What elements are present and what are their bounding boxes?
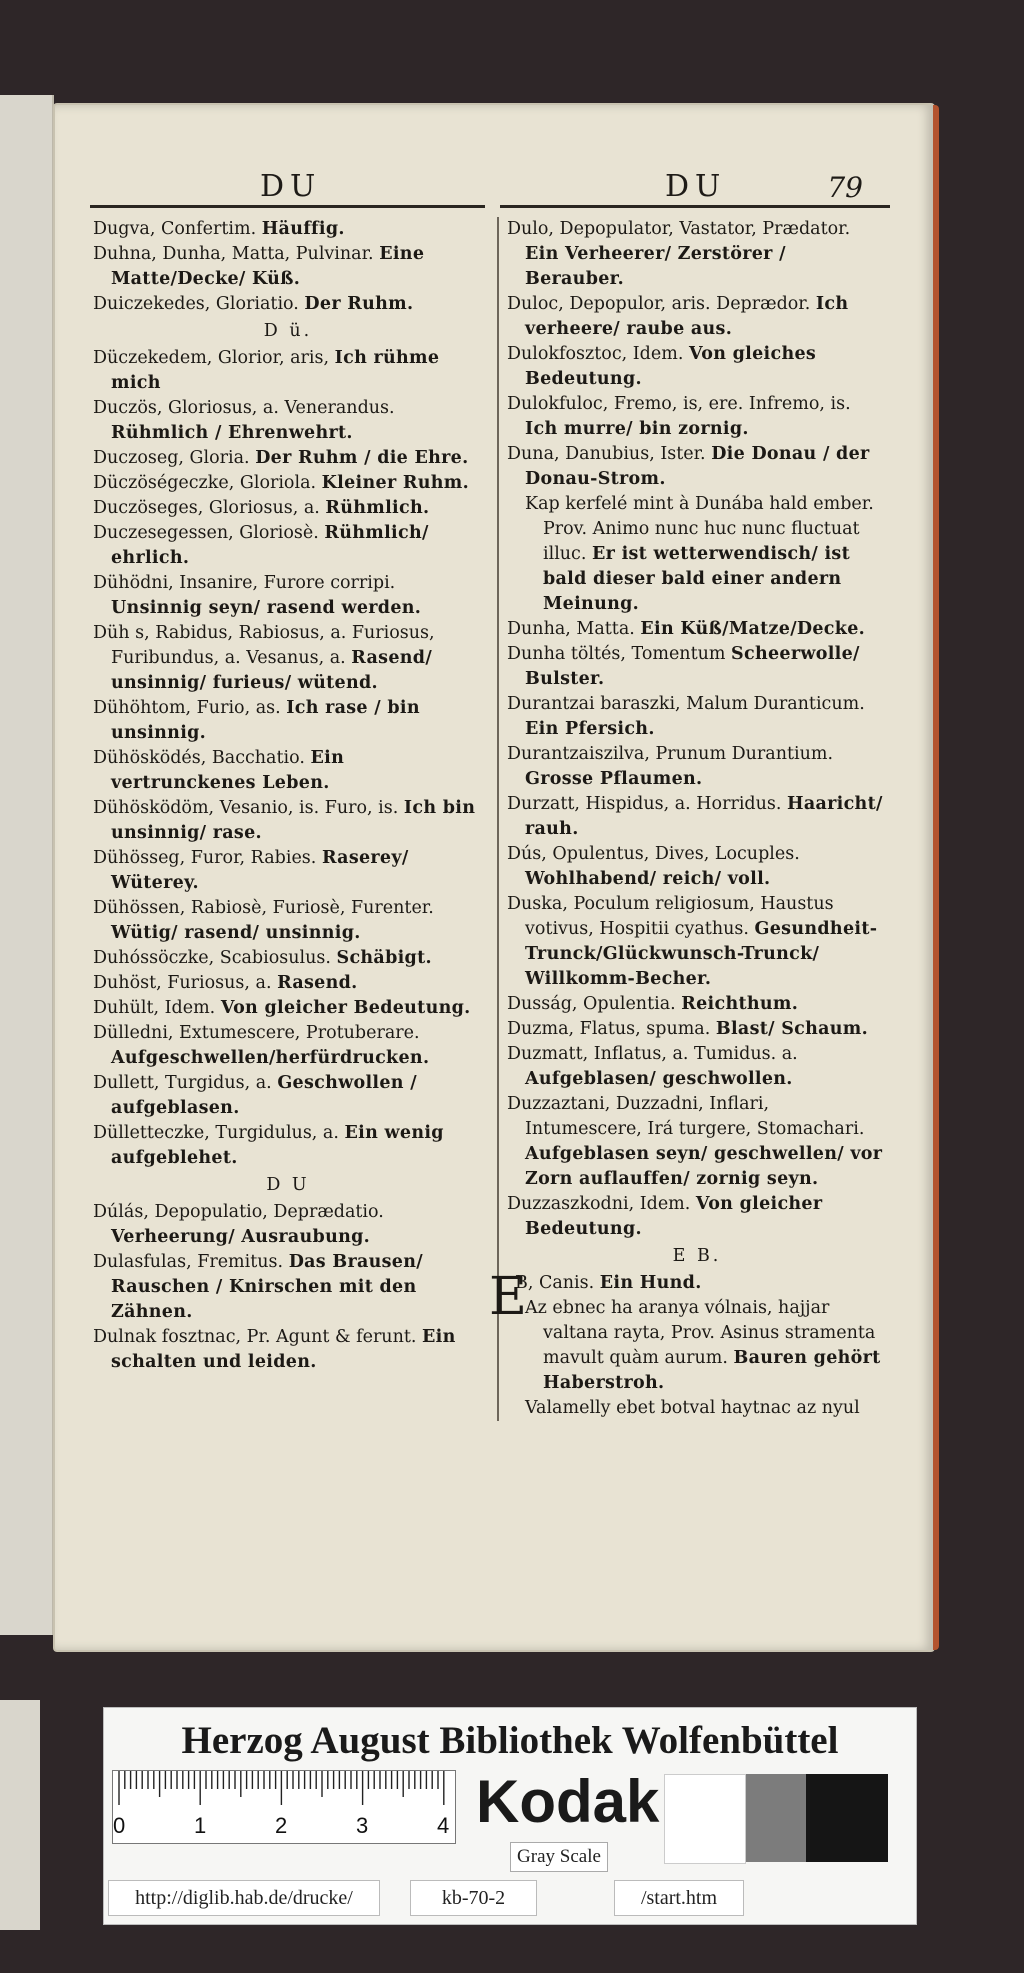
entry-german: Geschwollen / aufgeblasen. bbox=[111, 1073, 417, 1118]
entry-latin: Düczöségeczke, Gloriola. bbox=[93, 473, 317, 493]
previous-page-tab bbox=[0, 1700, 40, 1930]
entry-latin: Dunha töltés, Tomentum bbox=[507, 644, 726, 664]
section-heading: D U bbox=[266, 1175, 310, 1195]
entry-german: Ein vertrunckenes Leben. bbox=[111, 748, 345, 793]
entry-german: Scheerwolle/ Bulster. bbox=[525, 644, 860, 689]
dictionary-entry bbox=[93, 396, 483, 446]
dictionary-entry bbox=[93, 1325, 483, 1375]
entry-german: Haaricht/ rauh. bbox=[525, 794, 883, 839]
dictionary-entry bbox=[93, 696, 483, 746]
dictionary-entry bbox=[93, 746, 483, 796]
entry-german: Eine Matte/Decke/ Küß. bbox=[111, 244, 425, 289]
entry-german: Wohlhabend/ reich/ voll. bbox=[525, 869, 771, 889]
dictionary-entry bbox=[93, 1071, 483, 1121]
entry-german: Grosse Pflaumen. bbox=[525, 769, 703, 789]
entry-latin: Durzatt, Hispidus, a. Horridus. bbox=[507, 794, 782, 814]
library-title: Herzog August Bibliothek Wolfenbüttel bbox=[181, 1719, 839, 1762]
entry-latin: Duiczekedes, Gloriatio. bbox=[93, 294, 299, 314]
entry-latin: Düczekedem, Glorior, aris, bbox=[93, 348, 330, 368]
entry-latin: Duhóssöczke, Scabiosulus. bbox=[93, 948, 331, 968]
entry-latin: Duhöst, Furiosus, a. bbox=[93, 973, 272, 993]
entry-german: Unsinnig seyn/ rasend werden. bbox=[111, 598, 422, 618]
gray-scale-label: Gray Scale bbox=[510, 1842, 608, 1872]
entry-german: Bauren gehört Haberstroh. bbox=[543, 1348, 881, 1393]
entry-german: Gesundheit-Trunck/Glückwunsch-Trunck/ Willkomm-Becher. bbox=[525, 919, 878, 989]
dictionary-entry bbox=[507, 1396, 887, 1421]
entry-latin: Dusság, Opulentia. bbox=[507, 994, 676, 1014]
dictionary-entry bbox=[93, 621, 483, 696]
dictionary-entry bbox=[507, 642, 887, 692]
entry-latin: Dülletteczke, Turgidulus, a. bbox=[93, 1123, 339, 1143]
entry-german: Ein schalten und leiden. bbox=[111, 1327, 456, 1372]
entry-latin: Duna, Danubius, Ister. bbox=[507, 444, 706, 464]
entry-german: Ich rühme mich bbox=[111, 348, 440, 393]
drop-cap: E bbox=[489, 1267, 527, 1327]
entry-latin: Dullett, Turgidus, a. bbox=[93, 1073, 272, 1093]
entry-german: Wütig/ rasend/ unsinnig. bbox=[111, 923, 361, 943]
entry-latin: Duczoseg, Gloria. bbox=[93, 448, 250, 468]
header-rule-right bbox=[500, 205, 890, 208]
dictionary-entry bbox=[93, 242, 483, 292]
dictionary-entry bbox=[93, 496, 483, 521]
dictionary-entry bbox=[507, 217, 887, 292]
entry-latin: Dulo, Depopulator, Vastator, Prædator. bbox=[507, 219, 851, 239]
entry-latin: Duhna, Dunha, Matta, Pulvinar. bbox=[93, 244, 374, 264]
dictionary-entry bbox=[93, 1121, 483, 1171]
left-column bbox=[93, 217, 483, 1375]
kodak-logo: Kodak bbox=[476, 1768, 660, 1835]
ruler-number: 4 bbox=[437, 1813, 450, 1838]
header-rule-left bbox=[90, 205, 485, 208]
dictionary-entry bbox=[93, 471, 483, 496]
dictionary-entry bbox=[507, 1092, 887, 1192]
dictionary-entry bbox=[507, 842, 887, 892]
dictionary-entry bbox=[93, 946, 483, 971]
entry-latin: Dugva, Confertim. bbox=[93, 219, 257, 239]
entry-latin: Dühösködés, Bacchatio. bbox=[93, 748, 305, 768]
entry-german: Ein Küß/Matze/Decke. bbox=[640, 619, 866, 639]
ruler-ticks bbox=[113, 1771, 455, 1807]
running-head-right: DU bbox=[665, 169, 727, 204]
entry-german: Ich bin unsinnig/ rase. bbox=[111, 798, 476, 843]
entry-german: Schäbigt. bbox=[336, 948, 432, 968]
entry-latin: Dühösködöm, Vesanio, is. Furo, is. bbox=[93, 798, 399, 818]
entry-latin: Duczös, Gloriosus, a. Venerandus. bbox=[93, 398, 395, 418]
dictionary-entry bbox=[507, 992, 887, 1017]
dictionary-entry bbox=[507, 1017, 887, 1042]
dictionary-entry bbox=[93, 446, 483, 471]
entry-german: Rühmlich. bbox=[325, 498, 430, 518]
entry-latin: Dühöhtom, Furio, as. bbox=[93, 698, 281, 718]
entry-german: Von gleiches Bedeutung. bbox=[525, 344, 817, 389]
entry-german: Rühmlich/ ehrlich. bbox=[111, 523, 429, 568]
dictionary-entry bbox=[93, 896, 483, 946]
dictionary-entry bbox=[507, 392, 887, 442]
entry-latin: Duczesegessen, Gloriosè. bbox=[93, 523, 319, 543]
entry-latin: Duloc, Depopulor, aris. Deprædor. bbox=[507, 294, 811, 314]
entry-latin: Duska, Poculum religiosum, Haustus votivus, Hospitii cyathus. bbox=[507, 894, 834, 939]
entry-german: Die Donau / der Donau-Strom. bbox=[525, 444, 870, 489]
section-heading: E B. bbox=[672, 1246, 722, 1266]
entry-german: Er ist wetterwendisch/ ist bald dieser bald einer andern Meinung. bbox=[543, 544, 850, 614]
ruler-numbers bbox=[113, 1813, 455, 1839]
source-url: http://diglib.hab.de/drucke/ bbox=[108, 1880, 380, 1916]
entry-latin: Az ebnec ha aranya vólnais, hajjar valtana rayta, Prov. Asinus stramenta mavult quàm aurum. bbox=[525, 1298, 876, 1368]
entry-latin: Dulnak fosztnac, Pr. Agunt & ferunt. bbox=[93, 1327, 417, 1347]
dictionary-entry bbox=[507, 1192, 887, 1242]
dictionary-entry bbox=[507, 617, 887, 642]
entry-latin: Dús, Opulentus, Dives, Locuples. bbox=[507, 844, 800, 864]
entry-german: Aufgeblasen seyn/ geschwellen/ vor Zorn auflauffen/ zornig seyn. bbox=[525, 1144, 883, 1189]
entry-german: Blast/ Schaum. bbox=[715, 1019, 868, 1039]
start-path: /start.htm bbox=[614, 1880, 744, 1916]
entry-german: Häuffig. bbox=[261, 219, 345, 239]
dictionary-entry bbox=[93, 996, 483, 1021]
shelfmark-code: kb-70-2 bbox=[410, 1880, 537, 1916]
entry-german: Ein wenig aufgeblehet. bbox=[111, 1123, 444, 1168]
dictionary-entry bbox=[507, 792, 887, 842]
entry-latin: Dulokfuloc, Fremo, is, ere. Infremo, is. bbox=[507, 394, 851, 414]
entry-german: Von gleicher Bedeutung. bbox=[220, 998, 471, 1018]
dictionary-entry bbox=[507, 742, 887, 792]
entry-latin: Duhült, Idem. bbox=[93, 998, 216, 1018]
gray-swatch-white bbox=[664, 1774, 746, 1864]
entry-german: Ein Hund. bbox=[599, 1273, 702, 1293]
entry-german: Reichthum. bbox=[681, 994, 799, 1014]
dictionary-entry bbox=[93, 1200, 483, 1250]
section-heading: D ü. bbox=[263, 321, 313, 341]
entry-german: Rühmlich / Ehrenwehrt. bbox=[111, 423, 353, 443]
entry-latin: Duczöseges, Gloriosus, a. bbox=[93, 498, 320, 518]
entry-latin: Durantzaiszilva, Prunum Durantium. bbox=[507, 744, 834, 764]
dictionary-entry bbox=[93, 571, 483, 621]
entry-latin: Düh s, Rabidus, Rabiosus, a. Furiosus, Furibundus, a. Vesanus, a. bbox=[93, 623, 435, 668]
ruler-number: 3 bbox=[356, 1813, 369, 1838]
page-number: 79 bbox=[827, 171, 863, 204]
entry-german: Rasend/ unsinnig/ furieus/ wütend. bbox=[111, 648, 433, 693]
entry-latin: Valamelly ebet botval haytnac az nyul bbox=[525, 1398, 860, 1418]
entry-german: Ein Pfersich. bbox=[525, 719, 655, 739]
entry-latin: Duzmatt, Inflatus, a. Tumidus. a. bbox=[507, 1044, 798, 1064]
entry-latin: Dulokfosztoc, Idem. bbox=[507, 344, 684, 364]
entry-german: Rasend. bbox=[277, 973, 358, 993]
right-column bbox=[489, 217, 887, 1421]
entry-latin: Kap kerfelé mint à Dunába hald ember. Prov. Animo nunc huc nunc fluctuat illuc. bbox=[525, 494, 874, 564]
gray-swatch-mid bbox=[746, 1774, 806, 1862]
ruler-number: 2 bbox=[275, 1813, 288, 1838]
scan-target-card bbox=[103, 1707, 917, 1925]
dictionary-entry bbox=[93, 521, 483, 571]
entry-latin: Dulasfulas, Fremitus. bbox=[93, 1252, 284, 1272]
entry-latin: Dülledni, Extumescere, Protuberare. bbox=[93, 1023, 420, 1043]
dictionary-entry bbox=[507, 692, 887, 742]
dictionary-entry bbox=[507, 892, 887, 992]
entry-german: Ich verheere/ raube aus. bbox=[525, 294, 849, 339]
dictionary-entry bbox=[507, 492, 887, 617]
entry-latin: Duzzaszkodni, Idem. bbox=[507, 1194, 691, 1214]
entry-german: Ich rase / bin unsinnig. bbox=[111, 698, 420, 743]
entry-latin: Dühösseg, Furor, Rabies. bbox=[93, 848, 317, 868]
dictionary-entry bbox=[489, 1267, 887, 1327]
running-head-left: DU bbox=[260, 169, 322, 204]
dictionary-entry bbox=[507, 292, 887, 342]
entry-german: Verheerung/ Ausraubung. bbox=[111, 1227, 371, 1247]
dictionary-entry bbox=[507, 442, 887, 492]
book-page bbox=[55, 105, 933, 1650]
entry-latin: Duzma, Flatus, spuma. bbox=[507, 1019, 711, 1039]
entry-german: Ich murre/ bin zornig. bbox=[525, 419, 749, 439]
entry-german: Der Ruhm. bbox=[304, 294, 414, 314]
entry-german: Raserey/ Wüterey. bbox=[111, 848, 409, 893]
entry-latin: Durantzai baraszki, Malum Duranticum. bbox=[507, 694, 865, 714]
entry-latin: Dühödni, Insanire, Furore corripi. bbox=[93, 573, 396, 593]
entry-german: Kleiner Ruhm. bbox=[321, 473, 469, 493]
entry-latin: Dühössen, Rabiosè, Furiosè, Furenter. bbox=[93, 898, 434, 918]
dictionary-entry bbox=[93, 1021, 483, 1071]
dictionary-entry bbox=[93, 846, 483, 896]
dictionary-entry bbox=[93, 1250, 483, 1325]
entry-german: Aufgeblasen/ geschwollen. bbox=[525, 1069, 793, 1089]
scale-ruler bbox=[112, 1770, 456, 1844]
entry-german: Aufgeschwellen/herfürdrucken. bbox=[111, 1048, 430, 1068]
entry-german: Von gleicher Bedeutung. bbox=[525, 1194, 823, 1239]
dictionary-entry bbox=[93, 346, 483, 396]
ruler-number: 0 bbox=[113, 1813, 126, 1838]
entry-german: Der Ruhm / die Ehre. bbox=[255, 448, 469, 468]
ruler-number: 1 bbox=[194, 1813, 207, 1838]
dictionary-entry bbox=[93, 292, 483, 317]
entry-latin: Dúlás, Depopulatio, Deprædatio. bbox=[93, 1202, 384, 1222]
dictionary-entry bbox=[93, 796, 483, 846]
entry-latin: B, Canis. bbox=[514, 1273, 595, 1293]
entry-latin: Dunha, Matta. bbox=[507, 619, 635, 639]
previous-page-edge bbox=[0, 95, 54, 1635]
entry-german: Ein Verheerer/ Zerstörer / Berauber. bbox=[525, 244, 786, 289]
entry-latin: Duzzaztani, Duzzadni, Inflari, Intumescere, Irá turgere, Stomachari. bbox=[507, 1094, 865, 1139]
dictionary-entry bbox=[93, 217, 483, 242]
dictionary-entry bbox=[507, 1296, 887, 1396]
dictionary-entry bbox=[507, 342, 887, 392]
dictionary-entry bbox=[507, 1042, 887, 1092]
gray-swatch-black bbox=[806, 1774, 888, 1862]
dictionary-entry bbox=[93, 971, 483, 996]
entry-german: Das Brausen/ Rauschen / Knirschen mit den Zähnen. bbox=[111, 1252, 423, 1322]
